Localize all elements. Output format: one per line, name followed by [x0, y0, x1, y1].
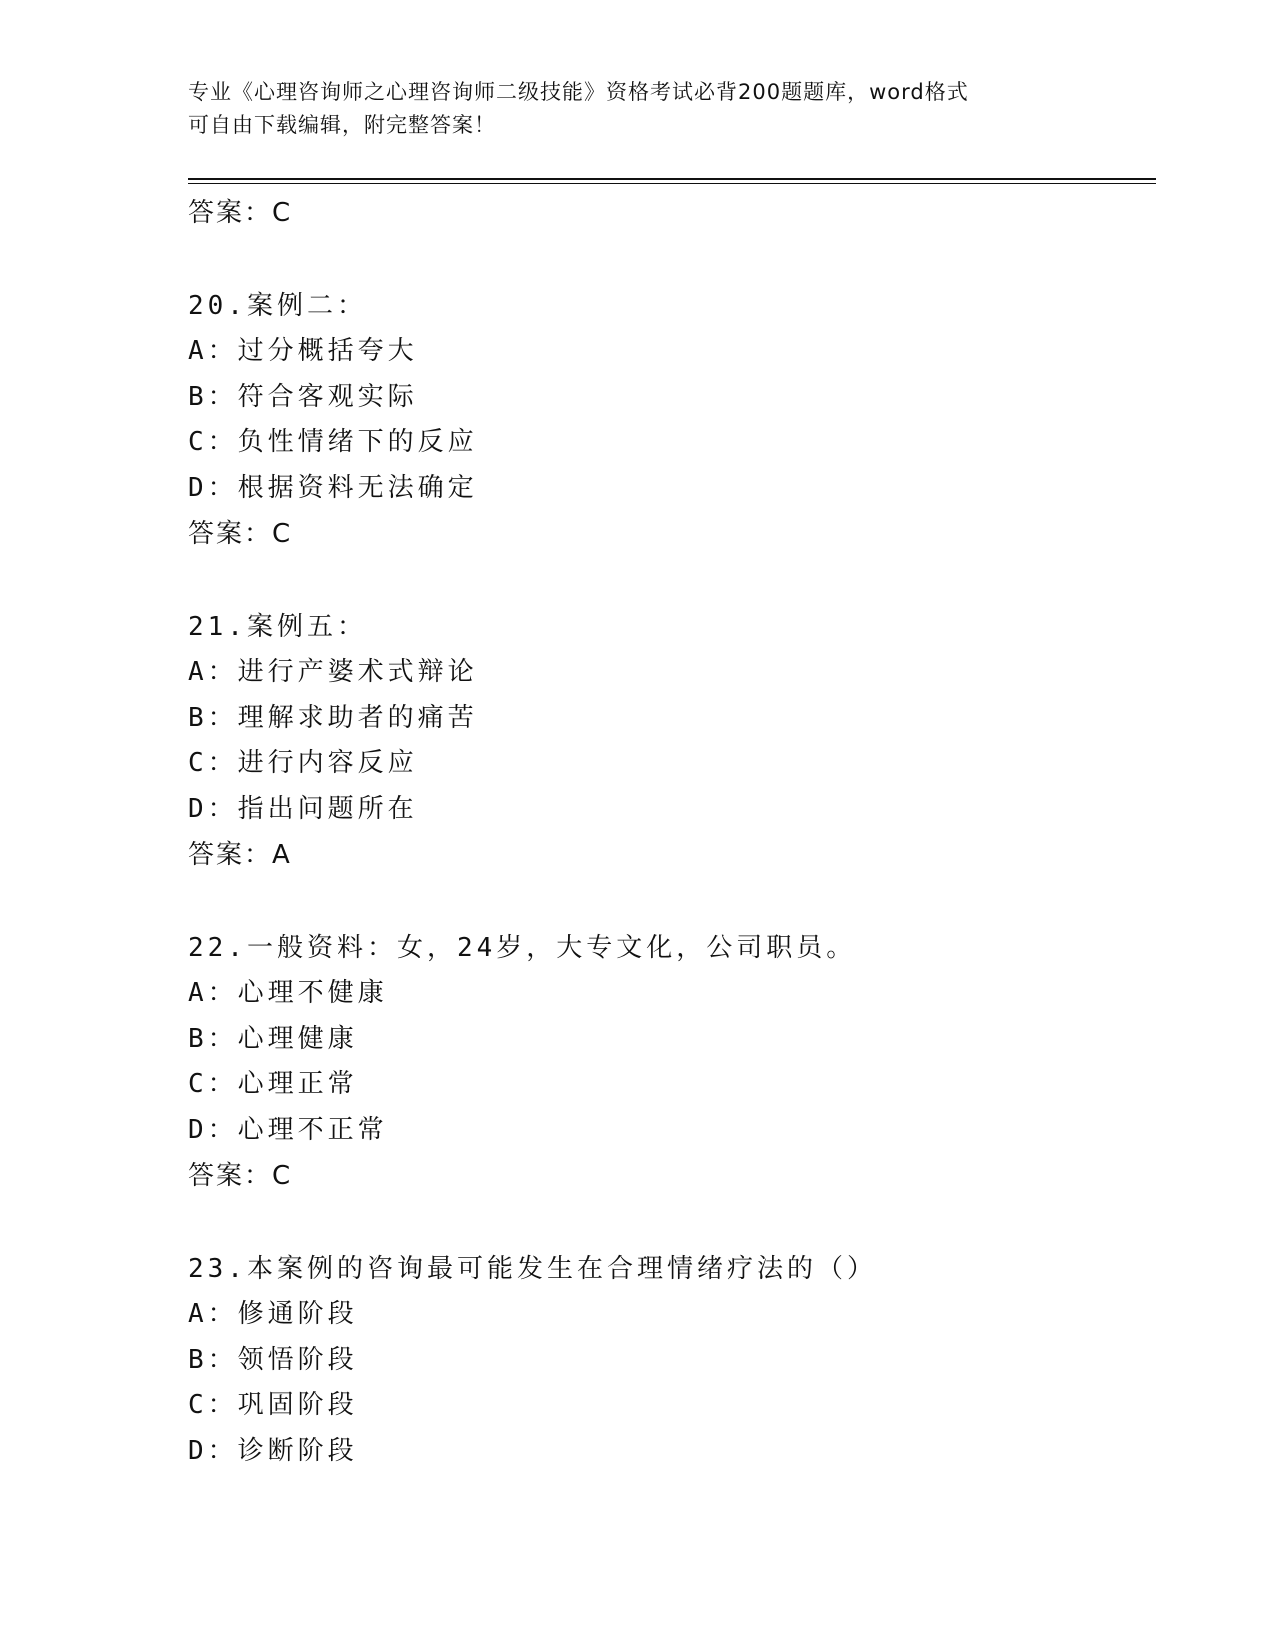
- question-22: [188, 925, 1148, 1199]
- option-a: A：心理不健康: [188, 978, 388, 1008]
- option-c: C：进行内容反应: [188, 748, 418, 778]
- previous-answer: 答案：C: [188, 198, 293, 228]
- question-20: [188, 283, 1148, 557]
- question-answer: 答案：C: [188, 519, 293, 549]
- header-line-1: 专业《心理咨询师之心理咨询师二级技能》资格考试必背200题题库，word格式: [188, 80, 969, 104]
- option-a: A：过分概括夸大: [188, 336, 418, 366]
- question-stem: 23.本案例的咨询最可能发生在合理情绪疗法的（）: [188, 1254, 877, 1284]
- option-c: C：心理正常: [188, 1069, 358, 1099]
- option-c: C：巩固阶段: [188, 1390, 358, 1420]
- option-d: D：心理不正常: [188, 1114, 388, 1145]
- option-b: B：心理健康: [188, 1023, 358, 1054]
- question-23: [188, 1246, 1148, 1474]
- question-answer: 答案：C: [188, 1161, 293, 1191]
- header-divider: [188, 178, 1156, 180]
- header-line-2: 可自由下载编辑，附完整答案！: [188, 113, 496, 137]
- header-divider-thin: [188, 183, 1156, 184]
- option-a: A：进行产婆术式辩论: [188, 657, 478, 687]
- question-stem: 22.一般资料：女，24岁，大专文化，公司职员。: [188, 933, 857, 963]
- option-b: B：理解求助者的痛苦: [188, 702, 478, 733]
- option-b: B：领悟阶段: [188, 1344, 358, 1375]
- question-stem: 20.案例二：: [188, 291, 367, 321]
- question-stem: 21.案例五：: [188, 612, 367, 642]
- option-c: C：负性情绪下的反应: [188, 427, 478, 457]
- option-b: B：符合客观实际: [188, 381, 418, 412]
- question-answer: 答案：A: [188, 840, 292, 870]
- question-list: [188, 190, 1148, 1474]
- option-d: D：指出问题所在: [188, 793, 418, 824]
- option-d: D：诊断阶段: [188, 1435, 358, 1466]
- option-d: D：根据资料无法确定: [188, 472, 478, 503]
- document-header: [188, 76, 1088, 142]
- option-a: A：修通阶段: [188, 1299, 358, 1329]
- question-21: [188, 604, 1148, 878]
